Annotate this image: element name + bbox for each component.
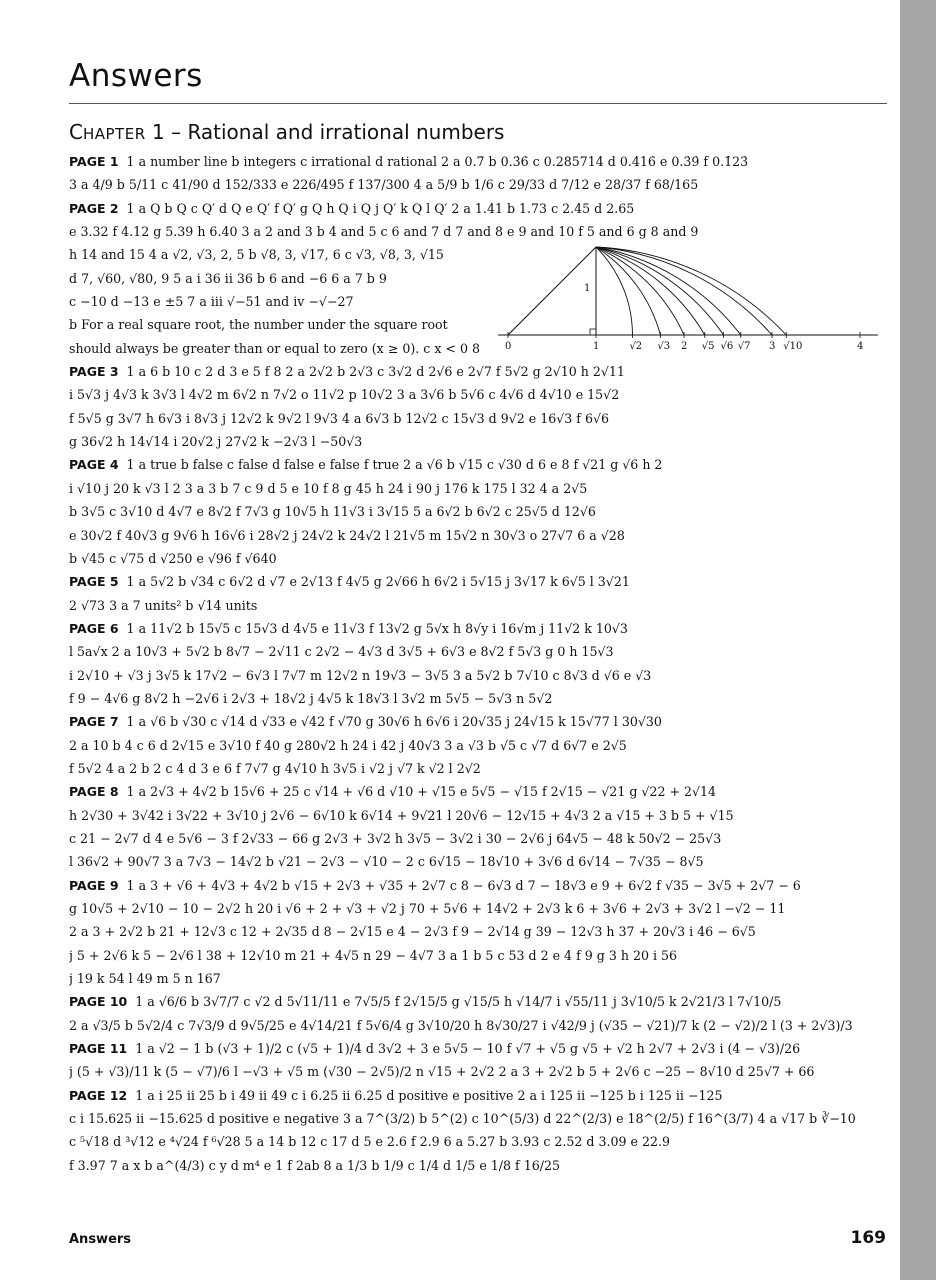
answer-line (69, 780, 889, 803)
answer-text: j 19 k 54 l 49 m 5 n 167 (69, 971, 221, 987)
page-heading: PAGE 11 (69, 1041, 128, 1057)
answer-text: should always be greater than or equal to zero (x ≥ 0). c x < 0 8 (69, 340, 481, 356)
answer-text: i 5√3 j 4√3 k 3√3 l 4√2 m 6√2 n 7√2 o 11√2 p 10√2 3 a 3√6 b 5√6 c 4√6 d 4√10 e 15√2 (69, 387, 620, 403)
page-heading: PAGE 2 (69, 200, 119, 216)
answer-text: j 5 + 2√6 k 5 − 2√6 l 38 + 12√10 m 21 + 4√5 n 29 − 4√7 3 a 1 b 5 c 53 d 2 e 4 f 9 g 3 h 20 i 56 (69, 947, 678, 963)
answer-line (69, 920, 889, 943)
answer-text: l 5a√x 2 a 10√3 + 5√2 b 8√7 − 2√11 c 2√2 − 4√3 d 3√5 + 6√3 e 8√2 f 5√3 g 0 h 15√3 (69, 644, 614, 660)
answer-text: g 36√2 h 14√14 i 20√2 j 27√2 k −2√3 l −50√3 (69, 434, 363, 450)
answer-text: f 9 − 4√6 g 8√2 h −2√6 i 2√3 + 18√2 j 4√5 k 18√3 l 3√2 m 5√5 − 5√3 n 5√2 (69, 690, 553, 706)
title-divider (69, 103, 887, 104)
answer-line (69, 267, 489, 290)
answer-line (69, 1107, 889, 1130)
page-heading: PAGE 3 (69, 364, 119, 380)
chapter-number: 1 – (151, 120, 182, 144)
page-title: Answers (69, 58, 203, 94)
unit-side-label: 1 (584, 283, 591, 294)
answer-text: j (5 + √3)/11 k (5 − √7)/6 l −√3 + √5 m (√30 − 2√5)/2 n √15 + 2√2 2 a 3 + 2√2 b 5 + 2√6 c −25 − 8√10 d 25√7 + 66 (69, 1064, 815, 1080)
chapter-prefix-cap: C (69, 120, 83, 144)
answer-line (69, 874, 889, 897)
chapter-prefix-rest: HAPTER (82, 125, 146, 143)
axis-tick-label: 2 (681, 341, 688, 352)
side-tab-bar (900, 0, 936, 1280)
root-arc (596, 247, 660, 335)
axis-tick-label: √6 (720, 341, 734, 352)
answer-text: 2 a 10 b 4 c 6 d 2√15 e 3√10 f 40 g 280√2 h 24 i 42 j 40√3 3 a √3 b √5 c √7 d 6√7 e 2√5 (69, 737, 627, 753)
answer-text: c −10 d −13 e ±5 7 a iii √−51 and iv −√−27 (69, 294, 354, 310)
answer-line (69, 407, 889, 430)
answer-line (69, 1060, 889, 1083)
answer-line (69, 197, 889, 220)
answer-text: 1 a √2 − 1 b (√3 + 1)/2 c (√5 + 1)/4 d 3√2 + 3 e 5√5 − 10 f √7 + √5 g √5 + √2 h 2√7 + 2√3 i (4 − √3)/26 (135, 1041, 801, 1057)
answer-text: 1 a √6 b √30 c √14 d √33 e √42 f √70 g 30√6 h 6√6 i 20√35 j 24√15 k 15√77 l 30√30 (126, 714, 662, 730)
axis-tick-label: √10 (783, 341, 803, 352)
answer-text: 1 a 3 + √6 + 4√3 + 4√2 b √15 + 2√3 + √35 + 2√7 c 8 − 6√3 d 7 − 18√3 e 9 + 6√2 f √35 − 3√5 + 2√7 − 6 (126, 877, 801, 893)
answer-line (69, 1130, 889, 1153)
answer-line (69, 313, 489, 336)
page-heading: PAGE 12 (69, 1087, 128, 1103)
answer-text: l 36√2 + 90√7 3 a 7√3 − 14√2 b √21 − 2√3 − √10 − 2 c 6√15 − 18√10 + 3√6 d 6√14 − 7√35 − 8√5 (69, 854, 704, 870)
answer-text: i √10 j 20 k √3 l 2 3 a 3 b 7 c 9 d 5 e 10 f 8 g 45 h 24 i 90 j 176 k 175 l 32 4 a 2√5 (69, 480, 588, 496)
answer-text: f 3.97 7 a x b a^(4/3) c y d m⁴ e 1 f 2ab 8 a 1/3 b 1/9 c 1/4 d 1/5 e 1/8 f 16/25 (69, 1157, 561, 1173)
answer-text: 1 a 11√2 b 15√5 c 15√3 d 4√5 e 11√3 f 13√2 g 5√x h 8√y i 16√m j 11√2 k 10√3 (126, 620, 628, 636)
axis-tick-label: 3 (769, 341, 776, 352)
page-heading: PAGE 9 (69, 877, 119, 893)
answer-text: b For a real square root, the number under the square root (69, 317, 448, 333)
axis-tick-label: √3 (657, 341, 671, 352)
answer-line (69, 360, 889, 383)
answer-line (69, 827, 889, 850)
answer-text: 1 a Q b Q c Q′ d Q e Q′ f Q′ g Q h Q i Q j Q′ k Q l Q′ 2 a 1.41 b 1.73 c 2.45 d 2.65 (126, 200, 635, 216)
answer-text: 2 a 3 + 2√2 b 21 + 12√3 c 12 + 2√35 d 8 − 2√15 e 4 − 2√3 f 9 − 2√14 g 39 − 12√3 h 37 + 20√3 i 46 − 6√5 (69, 924, 756, 940)
axis-tick-label: √2 (629, 341, 643, 352)
answer-line (69, 500, 889, 523)
answer-text: i 2√10 + √3 j 3√5 k 17√2 − 6√3 l 7√7 m 12√2 n 19√3 − 3√5 3 a 5√2 b 7√10 c 8√3 d √6 e √3 (69, 667, 652, 683)
answer-line (69, 944, 889, 967)
page-heading: PAGE 8 (69, 784, 119, 800)
page-heading: PAGE 10 (69, 994, 128, 1010)
answer-line (69, 897, 889, 920)
answer-text: 1 a number line b integers c irrational d rational 2 a 0.7̇ b 0.3̇6̇ c 0.285714 d 0.416̇ e 0.3̇9̇ f 0.1̇23̇ (126, 154, 749, 169)
answer-text: 2 a √3/5 b 5√2/4 c 7√3/9 d 9√5/25 e 4√14/21 f 5√6/4 g 3√10/20 h 8√30/27 i √42/9 j (√35 − √21)/7 k (2 − √2)/2 l (3 + 2√3)/3 (69, 1017, 853, 1033)
answer-line (69, 757, 889, 780)
answer-line (69, 617, 889, 640)
answer-text: h 2√30 + 3√42 i 3√22 + 3√10 j 2√6 − 6√10 k 6√14 + 9√21 l 20√6 − 12√15 + 4√3 2 a √15 + 3 b 5 + √15 (69, 807, 734, 823)
right-angle-mark (590, 329, 596, 335)
answer-text: 2 √73 3 a 7 units² b √14 units (69, 597, 258, 613)
root-spiral-svg (498, 240, 883, 360)
chapter-heading (69, 120, 504, 144)
chapter-name: Rational and irrational numbers (187, 120, 505, 144)
answer-line (69, 990, 889, 1013)
page-heading: PAGE 1 (69, 154, 119, 169)
footer-label: Answers (69, 1232, 132, 1247)
answer-line (69, 640, 889, 663)
answer-line (69, 664, 889, 687)
page-heading: PAGE 7 (69, 714, 119, 730)
answer-line (69, 594, 889, 617)
axis-tick-label: 1 (593, 341, 600, 352)
hypotenuse-line (508, 247, 596, 335)
answer-text: 1 a i 25 ii 25 b i 49 ii 49 c i 6.25 ii 6.25 d positive e positive 2 a i 125 ii −125 b i 125 ii −125 (135, 1087, 723, 1103)
axis-tick-label: √5 (701, 341, 715, 352)
axis-tick-label: 0 (505, 341, 512, 352)
answer-line (69, 1014, 889, 1037)
page-number: 169 (850, 1228, 886, 1248)
answer-line (69, 1084, 889, 1107)
answer-text: b 3√5 c 3√10 d 4√7 e 8√2 f 7√3 g 10√5 h 11√3 i 3√15 5 a 6√2 b 6√2 c 25√5 d 12√6 (69, 504, 596, 520)
answer-text: b √45 c √75 d √250 e √96 f √640 (69, 550, 277, 566)
answer-line (69, 290, 489, 313)
page-heading: PAGE 4 (69, 457, 119, 473)
axis-tick-label: √7 (737, 341, 751, 352)
answer-line (69, 477, 889, 500)
page-heading: PAGE 5 (69, 574, 119, 590)
answer-text: e 3.32 f 4.12 g 5.39 h 6.40 3 a 2 and 3 b 4 and 5 c 6 and 7 d 7 and 8 e 9 and 10 f 5 and 6 g 8 and 9 (69, 224, 699, 240)
root-spiral-diagram (498, 240, 883, 360)
answer-line (69, 453, 889, 476)
answer-text: h 14 and 15 4 a √2, √3, 2, 5 b √8, 3, √17, 6 c √3, √8, 3, √15 (69, 247, 444, 263)
answer-line (69, 570, 889, 593)
answer-line (69, 430, 889, 453)
answer-line (69, 734, 889, 757)
answer-line (69, 173, 889, 196)
answer-line (69, 547, 889, 570)
answer-text: c ⁵√18 d ³√12 e ⁴√24 f ⁶√28 5 a 14 b 12 c 17 d 5 e 2.6 f 2.9 6 a 5.27 b 3.93 c 2.52 d 3.09 e 22.9 (69, 1134, 671, 1150)
answer-line (69, 710, 889, 733)
answer-text: d 7, √60, √80, 9 5 a i 36 ii 36 b 6 and −6 6 a 7 b 9 (69, 270, 387, 286)
answer-line (69, 1037, 889, 1060)
answer-line (69, 804, 889, 827)
page-heading: PAGE 6 (69, 620, 119, 636)
answer-line (69, 383, 889, 406)
answer-line (69, 524, 889, 547)
answer-line (69, 687, 889, 710)
answer-line (69, 850, 889, 873)
answer-text: e 30√2 f 40√3 g 9√6 h 16√6 i 28√2 j 24√2 k 24√2 l 21√5 m 15√2 n 30√3 o 27√7 6 a √28 (69, 527, 625, 543)
answer-line (69, 337, 489, 360)
answer-line (69, 150, 889, 173)
answer-text: 1 a √6/6 b 3√7/7 c √2 d 5√11/11 e 7√5/5 f 2√15/5 g √15/5 h √14/7 i √55/11 j 3√10/5 k 2√21/3 l 7√10/5 (135, 994, 782, 1010)
answer-text: g 10√5 + 2√10 − 10 − 2√2 h 20 i √6 + 2 + √3 + √2 j 70 + 5√6 + 14√2 + 2√3 k 6 + 3√6 + 2√3 + 3√2 l −√2 − 11 (69, 901, 786, 916)
answer-text: c i 15.625 ii −15.625 d positive e negative 3 a 7^(3/2) b 5^(2) c 10^(5/3) d 22^(2/3) e 18^(2/5) f 16^(3/7) 4 a √17 b ∛−10 (69, 1111, 856, 1127)
answer-text: 3 a 4/9 b 5/11 c 41/90 d 152/333 e 226/495 f 137/300 4 a 5/9 b 1/6 c 29/33 d 7/12 e 28/37 f 68/165 (69, 177, 699, 193)
answer-text: 1 a true b false c false d false e false f true 2 a √6 b √15 c √30 d 6 e 8 f √21 g √6 h 2 (126, 457, 663, 473)
answer-text: 1 a 6 b 10 c 2 d 3 e 5 f 8 2 a 2√2 b 2√3 c 3√2 d 2√6 e 2√7 f 5√2 g 2√10 h 2√11 (126, 364, 625, 380)
answer-text: 1 a 2√3 + 4√2 b 15√6 + 25 c √14 + √6 d √10 + √15 e 5√5 − √15 f 2√15 − √21 g √22 + 2√14 (126, 784, 717, 800)
root-arc (596, 247, 705, 335)
axis-tick-label: 4 (857, 341, 864, 352)
answer-line (69, 967, 889, 990)
answer-line (69, 243, 489, 266)
answer-line (69, 1154, 889, 1177)
answer-text: c 21 − 2√7 d 4 e 5√6 − 3 f 2√33 − 66 g 2√3 + 3√2 h 3√5 − 3√2 i 30 − 2√6 j 64√5 − 48 k 50√2 − 25√3 (69, 830, 722, 846)
answer-text: f 5√5 g 3√7 h 6√3 i 8√3 j 12√2 k 9√2 l 9√3 4 a 6√3 b 12√2 c 15√3 d 9√2 e 16√3 f 6√6 (69, 410, 610, 426)
answer-text: 1 a 5√2 b √34 c 6√2 d √7 e 2√13 f 4√5 g 2√66 h 6√2 i 5√15 j 3√17 k 6√5 l 3√21 (126, 574, 630, 590)
answer-text: f 5√2 4 a 2 b 2 c 4 d 3 e 6 f 7√7 g 4√10 h 3√5 i √2 j √7 k √2 l 2√2 (69, 760, 481, 776)
